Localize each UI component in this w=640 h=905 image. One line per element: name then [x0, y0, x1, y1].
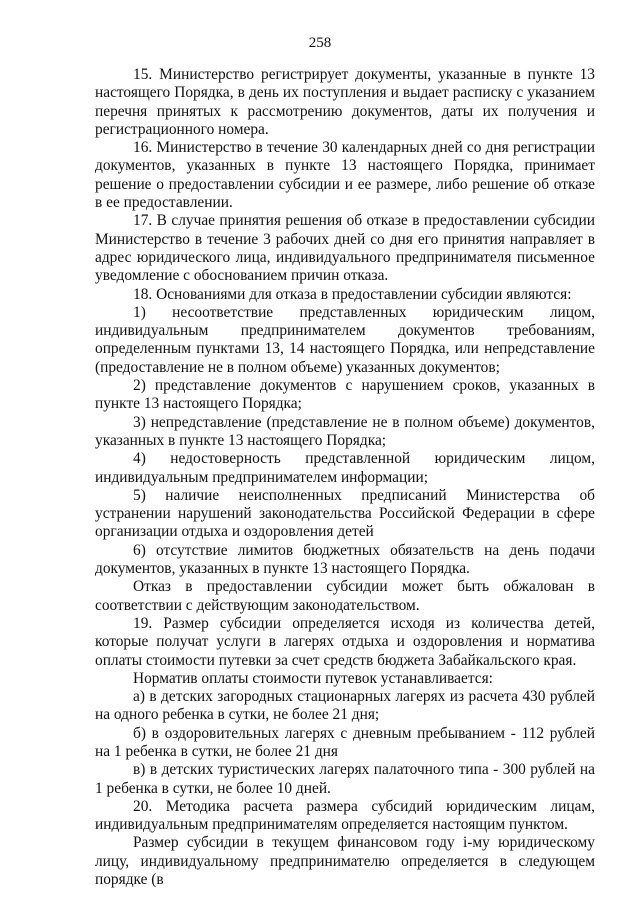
list-item-18-4: 4) недостоверность представленной юридическим лицом, индивидуальным предпринимателем информации; [95, 450, 595, 486]
rate-item-c: в) в детских туристических лагерях палаточного типа - 300 рублей на 1 ребенка в сутки, не более 10 дней. [95, 761, 595, 797]
rate-intro: Норматив оплаты стоимости путевок устанавливается: [133, 669, 493, 687]
paragraph-20: 20. Методика расчета размера субсидий юридическим лицам, индивидуальным предпринимателям определяется настоящим пунктом. [95, 797, 595, 834]
document-body [95, 66, 595, 889]
paragraph-17: 17. В случае принятия решения об отказе в предоставлении субсидии Министерство в течение 3 рабочих дней со дня его принятия направляет в адрес юридического лица, индивидуального предпринимателя письменное уведомление с обоснованием причин отказа. [95, 212, 595, 285]
list-item-18-5: 5) наличие неисполненных предписаний Министерства об устранении нарушений законодательства Российской Федерации в сфере организации отдыха и оздоровления детей [95, 486, 595, 541]
rate-item-a: а) в детских загородных стационарных лагерях из расчета 430 рублей на одного ребенка в сутки, не более 21 дня; [95, 688, 595, 724]
paragraph-15: 15. Министерство регистрирует документы, указанные в пункте 13 настоящего Порядка, в день их поступления и выдает расписку с указанием перечня принятых к рассмотрению документов, даты их получения и регистрационного номера. [95, 66, 595, 138]
list-item-18-1: 1) несоответствие представленных юридическим лицом, индивидуальным предпринимателем документов требованиям, определенным пунктами 13, 14 настоящего Порядка, или непредставление (предоставление не в полном объеме) указанных документов; [95, 303, 595, 376]
list-item-18-2: 2) представление документов с нарушением сроков, указанных в пункте 13 настоящего Порядка; [95, 377, 595, 413]
page-number: 258 [308, 35, 332, 51]
list-item-18-3: 3) непредставление (представление не в полном объеме) документов, указанных в пункте 13 настоящего Порядка; [95, 413, 595, 449]
rate-item-b: б) в оздоровительных лагерях с дневным пребыванием - 112 рублей на 1 ребенка в сутки, не более 21 дня [95, 724, 595, 760]
appeal-note: Отказ в предоставлении субсидии может быть обжалован в соответствии с действующим законодательством. [95, 578, 595, 614]
subsidy-calculation-text: Размер субсидии в текущем финансовом году i-му юридическому лицу, индивидуальному предпринимателю определяется в следующем порядке (в [95, 834, 595, 889]
paragraph-16: 16. Министерство в течение 30 календарных дней со дня регистрации документов, указанных в пункте 13 настоящего Порядка, принимает решение о предоставлении субсидии и ее размере, либо решение об отказе в ее предоставлении. [95, 139, 595, 212]
list-item-18-6: 6) отсутствие лимитов бюджетных обязательств на день подачи документов, указанных в пункте 13 настоящего Порядка. [95, 541, 595, 578]
paragraph-18: 18. Основаниями для отказа в предоставлении субсидии являются: [133, 285, 572, 303]
paragraph-19: 19. Размер субсидии определяется исходя из количества детей, которые получат услуги в лагерях отдыха и оздоровления и норматива оплаты стоимости путевки за счет средств бюджета Забайкальского края. [95, 614, 595, 669]
